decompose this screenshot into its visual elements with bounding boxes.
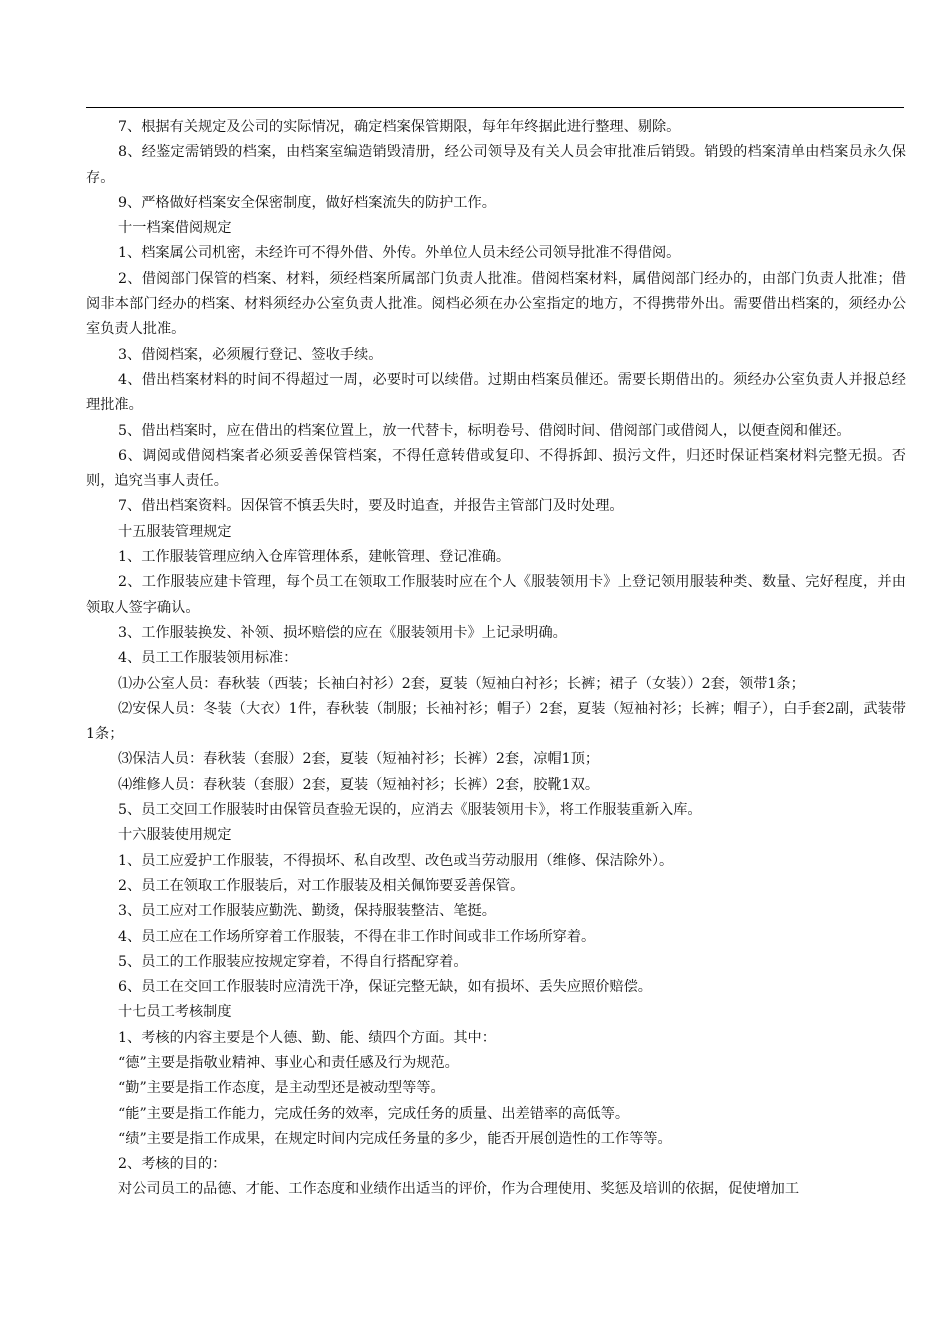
paragraph: 6、员工在交回工作服装时应清洗干净，保证完整无缺，如有损坏、丢失应照价赔偿。 [118, 979, 652, 996]
paragraph: 1、档案属公司机密，未经许可不得外借、外传。外单位人员未经公司领导批准不得借阅。 [118, 245, 681, 262]
paragraph: 8、经鉴定需销毁的档案，由档案室编造销毁清册，经公司领导及有关人员会审批准后销毁。销毁的档案清单由档案员永久保存。 [86, 144, 906, 186]
paragraph: 2、员工在领取工作服装后，对工作服装及相关佩饰要妥善保管。 [118, 877, 525, 894]
paragraph: “勤”主要是指工作态度，是主动型还是被动型等等。 [118, 1080, 445, 1097]
paragraph: 1、工作服装管理应纳入仓库管理体系，建帐管理、登记准确。 [118, 549, 511, 566]
paragraph: 7、根据有关规定及公司的实际情况，确定档案保管期限，每年年终据此进行整理、剔除。 [118, 119, 681, 135]
paragraph: ⑶保洁人员：春秋装（套服）2套，夏装（短袖衬衫；长裤）2套，凉帽1顶； [118, 751, 600, 768]
paragraph: “德”主要是指敬业精神、事业心和责任感及行为规范。 [118, 1054, 459, 1071]
paragraph: 4、借出档案材料的时间不得超过一周，必要时可以续借。过期由档案员催还。需要长期借出的。须经办公室负责人并报总经理批准。 [86, 371, 906, 414]
paragraph: “绩”主要是指工作成果，在规定时间内完成任务量的多少，能否开展创造性的工作等等。 [118, 1130, 672, 1147]
paragraph: 5、借出档案时，应在借出的档案位置上，放一代替卡，标明卷号、借阅时间、借阅部门或借阅人，以便查阅和催还。 [118, 422, 851, 439]
paragraph: 9、严格做好档案安全保密制度，做好档案流失的防护工作。 [118, 194, 496, 211]
paragraph: 1、员工应爱护工作服装，不得损坏、私自改型、改色或当劳动服用（维修、保洁除外）。 [118, 852, 674, 869]
paragraph: 5、员工交回工作服装时由保管员查验无误的，应消去《服装领用卡》，将工作服装重新入库。 [118, 802, 702, 819]
paragraph: 3、工作服装换发、补领、损坏赔偿的应在《服装领用卡》上记录明确。 [118, 624, 567, 641]
paragraph: “能”主要是指工作能力，完成任务的效率，完成任务的质量、出差错率的高低等。 [118, 1105, 630, 1122]
paragraph: 3、借阅档案，必须履行登记、签收手续。 [118, 346, 383, 363]
header-rule [86, 107, 904, 108]
paragraph: 4、员工工作服装领用标准： [118, 650, 298, 667]
paragraph: ⑵安保人员：冬装（大衣）1件，春秋装（制服；长袖衬衫；帽子）2套，夏装（短袖衬衫；长裤；帽子），白手套2副，武装带1条； [86, 700, 906, 743]
section-heading: 十一档案借阅规定 [118, 220, 232, 237]
section-heading: 十六服装使用规定 [118, 827, 232, 844]
paragraph: 2、工作服装应建卡管理，每个员工在领取工作服装时应在个人《服装领用卡》上登记领用服装种类、数量、完好程度，并由领取人签字确认。 [86, 574, 906, 616]
paragraph: 2、借阅部门保管的档案、材料，须经档案所属部门负责人批准。借阅档案材料，属借阅部门经办的，由部门负责人批准；借阅非本部门经办的档案、材料须经办公室负责人批准。阅档必须在办公室指定的地方，不得携带外出。需要借出档案的，须经办公室负责人批准。 [86, 270, 906, 338]
paragraph: 2、考核的目的： [118, 1156, 227, 1173]
paragraph: 3、员工应对工作服装应勤洗、勤烫，保持服装整洁、笔挺。 [118, 903, 496, 920]
paragraph: ⑷维修人员：春秋装（套服）2套，夏装（短袖衬衫；长裤）2套，胶靴1双。 [118, 776, 600, 793]
section-heading: 十五服装管理规定 [118, 523, 232, 540]
paragraph: 4、员工应在工作场所穿着工作服装，不得在非工作时间或非工作场所穿着。 [118, 928, 596, 945]
paragraph: 1、考核的内容主要是个人德、勤、能、绩四个方面。其中： [118, 1029, 496, 1046]
paragraph: ⑴办公室人员：春秋装（西装；长袖白衬衫）2套，夏装（短袖白衬衫；长裤；裙子（女装））2套，领带1条； [118, 675, 805, 692]
paragraph: 7、借出档案资料。因保管不慎丢失时，要及时追查，并报告主管部门及时处理。 [118, 498, 624, 515]
section-heading: 十七员工考核制度 [118, 1004, 232, 1021]
document-body [86, 115, 906, 1203]
paragraph: 对公司员工的品德、才能、工作态度和业绩作出适当的评价，作为合理使用、奖惩及培训的依据，促使增加工 [118, 1181, 800, 1198]
paragraph: 6、调阅或借阅档案者必须妥善保管档案，不得任意转借或复印、不得拆卸、损污文件，归还时保证档案材料完整无损。否则，追究当事人责任。 [86, 447, 906, 490]
paragraph: 5、员工的工作服装应按规定穿着，不得自行搭配穿着。 [118, 953, 468, 970]
